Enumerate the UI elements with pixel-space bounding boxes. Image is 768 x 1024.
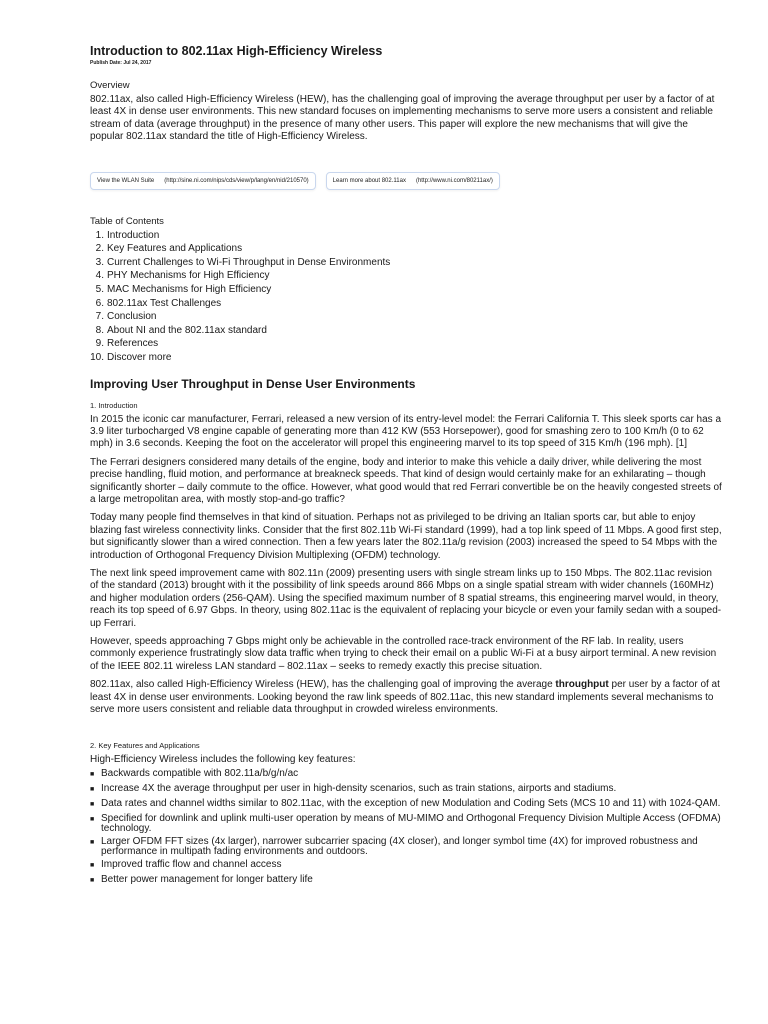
toc-item-current-challenges[interactable]: 3. Current Challenges to Wi-Fi Throughput in Dense Environments	[95, 256, 391, 268]
bullet-icon: ■	[90, 876, 95, 884]
features-intro: High-Efficiency Wireless includes the following key features:	[90, 753, 356, 765]
toc-item-discover-more[interactable]: 10. Discover more	[90, 351, 172, 363]
toc-item-test-challenges[interactable]: 6. 802.11ax Test Challenges	[95, 297, 222, 309]
toc-heading: Table of Contents	[90, 215, 164, 227]
link-label: Learn more about 802.11ax	[332, 177, 406, 184]
toc-item-conclusion[interactable]: 7. Conclusion	[95, 311, 157, 323]
learn-more-80211ax-link[interactable]	[326, 172, 500, 190]
table-of-contents	[90, 229, 722, 365]
list-item: ■ Larger OFDM FFT sizes (4x larger), narrower subcarrier spacing (4X closer), and longer symbol time (4X) for improved robustness and performance in multipath fading environments and outdoors.	[90, 835, 698, 857]
list-item: ■ Backwards compatible with 802.11a/b/g/n/ac	[90, 767, 299, 779]
paragraph: In 2015 the iconic car manufacturer, Ferrari, released a new version of its entry-level model: the Ferrari California T. This sleek sports car has a 3.9 liter turbocharged V8 engine capable of generating more than 412 KW (553 Horsepower), good for smashing zero to 100 Km/h (0 to 62 mph) in 3.6 seconds. Keeping the foot on the accelerator will propel this engineering marvel to its top speed of 315 Km/h (196 mph). [1]	[90, 413, 722, 450]
toc-item-phy-mechanisms[interactable]: 4. PHY Mechanisms for High Efficiency	[95, 270, 270, 282]
toc-item-references[interactable]: 9. References	[95, 338, 159, 350]
bullet-icon: ■	[90, 838, 95, 846]
overview-text: 802.11ax, also called High-Efficiency Wireless (HEW), has the challenging goal of improving the average throughput per user by a factor of at least 4X in dense user environments. This new standard focuses on implementing mechanisms to serve more users a consistent and reliable stream of data (average throughput) in the presence of many other users. This paper will explore the new mechanisms that will give the popular 802.11ax standard the title of High-Efficiency Wireless.	[90, 94, 715, 143]
document-title: Introduction to 802.11ax High-Efficiency Wireless	[90, 44, 383, 58]
toc-item-about-ni[interactable]: 8. About NI and the 802.11ax standard	[95, 324, 267, 336]
paragraph: 802.11ax, also called High-Efficiency Wireless (HEW), has the challenging goal of improving the average throughput per user by a factor of at least 4X in dense user environments. Looking beyond the raw link speeds of 802.11ac, this new standard implements several mechanisms to serve more users consistent and reliable data throughput in crowded wireless environments.	[90, 679, 720, 716]
document-page	[90, 40, 722, 890]
list-item: ■ Data rates and channel widths similar to 802.11ac, with the exception of new Modulation and Coding Sets (MCS 10 and 11) with 1024-QAM.	[90, 797, 721, 809]
paragraph: Today many people find themselves in that kind of situation. Perhaps not as privileged to be driving an Italian sports car, but able to enjoy blazing fast wireless connectivity links. Consider that the first 802.11b Wi-Fi standard (1999), had a top link speed of 11 Mbps. A good first step, but significantly slower than a wired connection. Then a few years later the 802.11a/g revision (2003) increased the speed to 54 Mbps with the introduction of Orthogonal Frequency Division Multiplexing (OFDM) technology.	[90, 512, 722, 561]
paragraph: However, speeds approaching 7 Gbps might only be achievable in the controlled race-track environment of the RF lab. In reality, users commonly experience frustratingly slow data traffic when trying to check their email on a public Wi-Fi at a busy airport terminal. A new revision of the IEEE 802.11 wireless LAN standard – 802.11ax – seeks to remedy exactly this precise situation.	[90, 636, 717, 672]
bold-term: throughput	[555, 679, 609, 691]
view-wlan-suite-link[interactable]	[90, 172, 316, 190]
toc-item-mac-mechanisms[interactable]: 5. MAC Mechanisms for High Efficiency	[95, 284, 272, 295]
overview-heading: Overview	[90, 80, 130, 91]
list-item: ■ Improved traffic flow and channel access	[90, 858, 282, 870]
bullet-icon: ■	[90, 770, 95, 778]
list-item: ■ Increase 4X the average throughput per user in high-density scenarios, such as train stations, airports and stadiums.	[90, 782, 617, 794]
paragraph: The next link speed improvement came with 802.11n (2009) presenting users with single stream links up to 150 Mbps. The 802.11ac revision of the standard (2013) brought with it the possibility of link speeds around 866 Mbps on a single spatial stream with wider channels (160MHz) and higher modulation orders (256-QAM). Using the specified maximum number of 8 spatial streams, this engineering marvel would, in theory, reach its top speed of 6.97 Gbps. In theory, using 802.11ac is the equivalent of replacing your bicycle or even your family sedan with a souped-up Ferrari.	[90, 568, 722, 629]
bullet-icon: ■	[90, 815, 95, 823]
bullet-icon: ■	[90, 785, 95, 793]
bullet-icon: ■	[90, 800, 95, 808]
list-item: ■ Better power management for longer battery life	[90, 873, 313, 885]
link-label: View the WLAN Suite	[97, 177, 155, 184]
bullet-icon: ■	[90, 861, 95, 869]
list-item: ■ Specified for downlink and uplink multi-user operation by means of MU-MIMO and Orthogonal Frequency Division Multiple Access (OFDMA) technology.	[90, 812, 721, 834]
section-heading: Improving User Throughput in Dense User Environments	[90, 376, 416, 391]
link-url: (http://www.ni.com/80211ax/)	[415, 177, 493, 184]
resource-links	[90, 172, 722, 190]
paragraph: The Ferrari designers considered many details of the engine, body and interior to make this vehicle a daily driver, while delivering the most precise handling, fluid motion, and performance at breakneck speeds. That kind of design would certainly make for an exhilarating – though significantly shorter – daily commute to the office. However, what good would that red Ferrari convertible be on the heavily congested streets of a large metropolitan area, with mostly stop-and-go traffic?	[90, 456, 722, 505]
link-url: (http://sine.ni.com/nips/cds/view/p/lang/en/nid/210570)	[164, 177, 309, 184]
feature-list	[90, 769, 722, 887]
toc-item-key-features[interactable]: 2. Key Features and Applications	[95, 243, 243, 255]
publish-date: Publish Date: Jul 24, 2017	[90, 60, 152, 66]
toc-item-introduction[interactable]: 1. Introduction	[95, 229, 160, 241]
section-1-label: 1. Introduction	[90, 400, 138, 410]
section-2-label: 2. Key Features and Applications	[90, 740, 200, 750]
